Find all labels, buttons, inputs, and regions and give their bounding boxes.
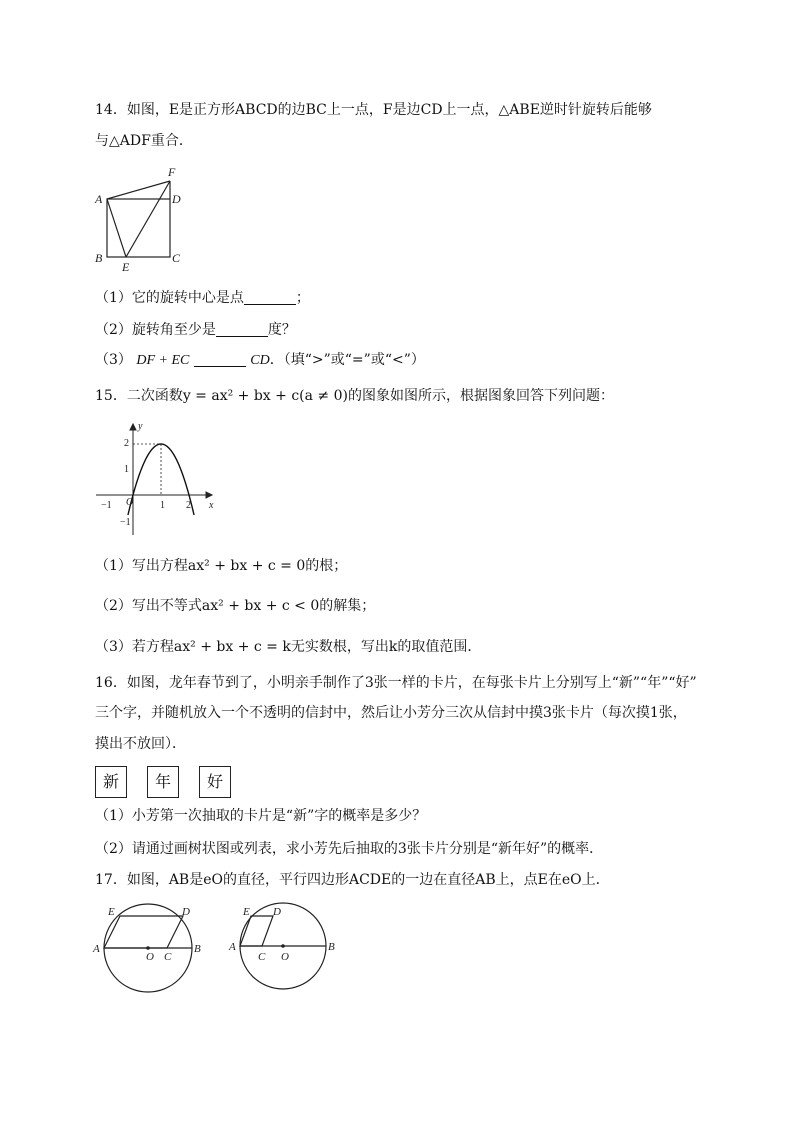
center-dot (146, 946, 150, 950)
q14-part3 (95, 350, 425, 371)
q16-line3: 摸出不放回）． (95, 736, 186, 752)
fig1-label-D: D (182, 906, 190, 918)
q15-part2: （2）写出不等式ax² + bx + c < 0的解集； (95, 598, 376, 614)
fig1-label-A: A (93, 943, 100, 955)
x-tick-2: 2 (186, 500, 191, 511)
x-tick-neg1: −1 (101, 500, 112, 511)
fig2-label-O: O (281, 951, 289, 963)
x-tick-1: 1 (160, 500, 165, 511)
fig2-label-C: C (258, 951, 266, 963)
q15-part1: （1）写出方程ax² + bx + c = 0的根； (95, 558, 348, 574)
y-tick-2: 2 (124, 438, 129, 449)
q16-line1: 16．如图，龙年春节到了，小明亲手制作了3张一样的卡片，在每张卡片上分别写上“新”“年”“好” (95, 675, 697, 691)
q14-part1-suffix: ； (295, 290, 310, 306)
q15-parabola-graph (92, 418, 222, 538)
q14-part2-suffix: 度？ (267, 322, 296, 338)
card-xin: 新 (95, 766, 127, 798)
q14-part3-expr: DF + EC (136, 353, 190, 368)
q16-part1: （1）小芳第一次抽取的卡片是“新”字的概率是多少？ (95, 808, 427, 824)
label-F: F (168, 165, 176, 179)
parallelogram-acde (104, 916, 183, 948)
y-axis-label: y (138, 421, 143, 432)
answer-blank-2[interactable] (216, 322, 268, 337)
label-E: E (122, 260, 130, 274)
parallelogram-acde-2 (240, 916, 273, 946)
q14-part2-text: （2）旋转角至少是 (95, 322, 216, 338)
fig2-label-B: B (328, 941, 335, 953)
card-hao: 好 (199, 766, 231, 798)
q16-line2: 三个字，并随机放入一个不透明的信封中，然后让小芳分三次从信封中摸3张卡片（每次摸1张， (95, 705, 687, 721)
answer-blank-3[interactable] (194, 352, 246, 367)
y-axis-arrow (130, 424, 136, 430)
q14-part3-hint: ．（填“>”或“=”或“<”） (269, 352, 425, 368)
x-axis-label: x (209, 500, 214, 511)
y-tick-neg1: −1 (120, 517, 131, 528)
q15-stem: 15．二次函数y = ax² + bx + c(a ≠ 0)的图象如图所示，根据图象回答下列问题： (95, 388, 614, 404)
q14-part2 (95, 320, 296, 340)
answer-blank-1[interactable] (244, 290, 296, 305)
q14-stem-line2: 与△ADF重合． (95, 133, 193, 149)
q14-part1-text: （1）它的旋转中心是点 (95, 290, 244, 306)
q14-part1 (95, 288, 310, 308)
q17-figure-1 (90, 902, 215, 994)
q16-part2: （2）请通过画树状图或列表，求小芳先后抽取的3张卡片分别是“新年好”的概率． (95, 841, 604, 857)
origin-label: O (126, 497, 134, 508)
q14-part3-label: （3） (95, 352, 132, 368)
y-tick-1: 1 (124, 464, 129, 475)
fig1-label-B: B (194, 943, 201, 955)
label-B: B (95, 251, 103, 265)
fig1-label-E: E (108, 906, 115, 918)
q17-figure-2 (225, 902, 345, 994)
fig2-label-E: E (243, 906, 250, 918)
center-dot-2 (281, 944, 285, 948)
fig1-label-O: O (146, 951, 154, 963)
fig2-label-D: D (273, 906, 281, 918)
q14-stem-line1: 14．如图，E是正方形ABCD的边BC上一点，F是边CD上一点，△ABE逆时针旋转后能够 (95, 102, 652, 118)
fig1-label-C: C (164, 951, 172, 963)
label-C: C (172, 251, 181, 265)
label-A: A (95, 192, 103, 206)
q14-part3-cd: CD (250, 353, 270, 368)
card-nian: 年 (147, 766, 179, 798)
fig2-label-A: A (229, 941, 236, 953)
label-D: D (172, 192, 181, 206)
q15-part3: （3）若方程ax² + bx + c = k无实数根，写出k的取值范围． (95, 639, 482, 655)
x-axis-arrow (206, 492, 212, 498)
q17-stem: 17．如图，AB是eO的直径，平行四边形ACDE的一边在直径AB上，点E在eO上． (95, 872, 610, 888)
q14-square-figure (90, 163, 190, 275)
